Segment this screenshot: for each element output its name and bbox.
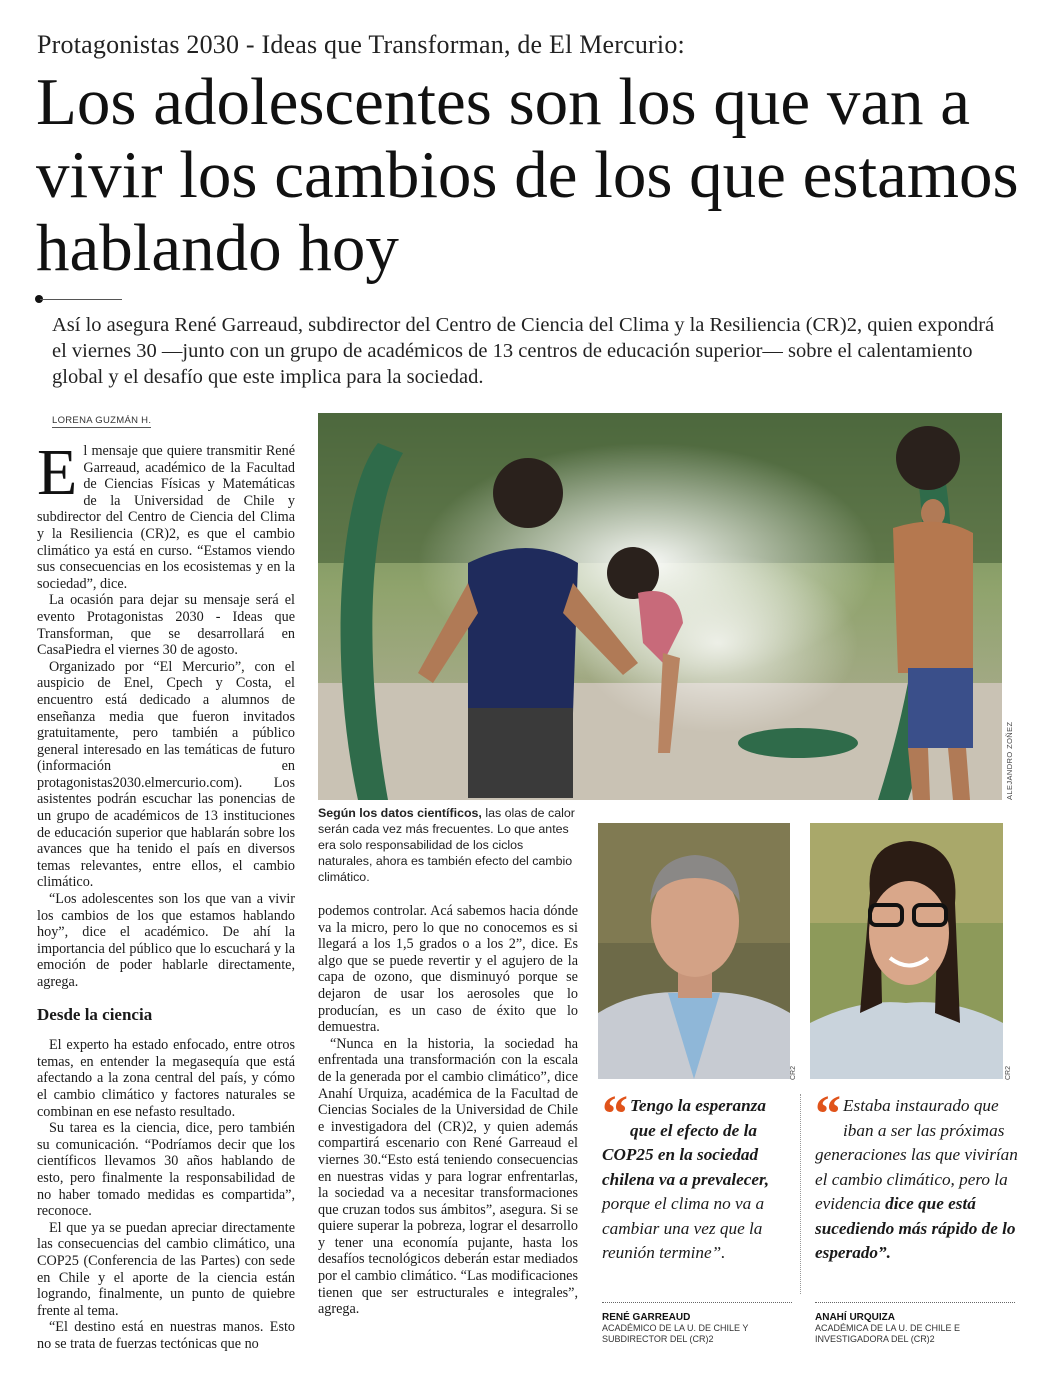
paragraph: El experto ha estado enfocado, entre otros temas, en entender la megasequía que está afectando a la zona central del país, y cómo el cambio climático y factores naturales se combinan en ese nefasto resultado.	[37, 1037, 295, 1120]
attribution-title: ACADÉMICO DE LA U. DE CHILE Y	[602, 1323, 749, 1333]
quote-divider	[800, 1094, 802, 1294]
quote-mark-icon: “	[602, 1086, 624, 1143]
paragraph: Su tarea es la ciencia, dice, pero también su comunicación. “Podríamos decir que los científicos llevamos 30 años hablando de esto, pero finalmente la responsabilidad de no haber tomado medidas es compartida”, reconoce.	[37, 1120, 295, 1220]
quote-rule-2	[815, 1302, 1015, 1303]
portrait-anahi-urquiza	[810, 823, 1003, 1079]
caption-text: las olas de calor serán cada vez más frecuentes. Lo que antes era solo responsabilidad de los ciclos naturales, ahora es también efecto del cambio climático.	[318, 806, 575, 884]
kicker: Protagonistas 2030 - Ideas que Transforman, de El Mercurio:	[37, 30, 685, 59]
attribution-title: INVESTIGADORA DEL (CR)2	[815, 1334, 935, 1344]
attribution-title: SUBDIRECTOR DEL (CR)2	[602, 1334, 714, 1344]
photo-credit: ALEJANDRO ZOÑEZ	[1005, 721, 1014, 800]
paragraph: “Los adolescentes son los que van a vivir los cambios de los que estamos hablando hoy”, dice el académico. De ahí la importancia del público que lo escuchará y la emoción de poder hablarle directamente, agrega.	[37, 891, 295, 990]
byline: LORENA GUZMÁN H.	[52, 415, 152, 426]
drop-cap: E	[37, 443, 78, 509]
quote-mark-icon: “	[815, 1086, 837, 1143]
quote-bold: dice que está sucediendo más rápido de lo esperado”.	[815, 1194, 1016, 1262]
main-photo	[318, 413, 1002, 800]
deck: Así lo asegura René Garreaud, subdirector del Centro de Ciencia del Clima y la Resiliencia (CR)2, quien expondrá el viernes 30 —junto con un grupo de académicos de 13 centros de educación superior— sobre el calentamiento global y el desafío que este implica para la sociedad.	[52, 314, 995, 388]
paragraph: La ocasión para dejar su mensaje será el evento Protagonistas 2030 - Ideas que Transforman, que se desarrollará en CasaPiedra el viernes 30 de agosto.	[37, 592, 295, 659]
paragraph-text: l mensaje que quiere transmitir René Garreaud, académico de la Facultad de Ciencias Físicas y Matemáticas de la Universidad de Chile y subdirector del Centro de Ciencia del Clima y la Resiliencia (CR)2, es que el cambio climático ya está en curso. “Estamos viendo sus consecuencias en los ecosistemas y en la sociedad”, dice.	[37, 443, 295, 592]
subhead: Desde la ciencia	[37, 1004, 153, 1024]
photo-caption	[318, 805, 580, 885]
headline-rule	[40, 299, 122, 300]
article-column-1	[37, 443, 295, 1363]
portrait-man-illustration	[598, 823, 790, 1079]
quote-bold: Tengo la esperanza que el efecto de la COP25 en la sociedad chilena va a prevalecer,	[602, 1096, 770, 1189]
headline: Los adolescentes son los que van a vivir los cambios de los que estamos hablando hoy	[36, 65, 1019, 285]
portrait-credit-2: CR2	[1005, 1065, 1012, 1080]
quote-rule-1	[602, 1302, 792, 1303]
attribution-name: ANAHÍ URQUIZA	[815, 1312, 895, 1323]
pull-quote-garreaud	[602, 1086, 794, 1266]
children-water-fountain-illustration	[318, 413, 1002, 800]
paragraph	[37, 443, 295, 592]
caption-lead: Según los datos científicos,	[318, 806, 482, 820]
portrait-rene-garreaud	[598, 823, 790, 1079]
attribution-title: ACADÉMICA DE LA U. DE CHILE E	[815, 1323, 961, 1333]
paragraph: El que ya se puedan apreciar directamente las consecuencias del cambio climático, una COP25 (Conferencia de las Partes) con sede en Chile y el aporte de la ciencia están logrando, finalmente, un punto de quiebre frente al tema.	[37, 1219, 295, 1319]
portrait-woman-illustration	[810, 823, 1003, 1079]
quote-text: Estaba instaurado que iban a ser las próximas generaciones las que vivirían el cambio climático, pero la evidencia	[815, 1096, 1018, 1213]
paragraph: podemos controlar. Acá sabemos hacia dónde va la micro, pero lo que no conocemos es si llegará a los 1,5 grados o a los 2”, dice. Es algo que se puede revertir y el agujero de la capa de ozono, que disminuyó porque se dejaron de usar los aerosoles que lo producían, es un caso de éxito que lo demuestra.	[318, 903, 578, 1036]
pull-quote-urquiza	[815, 1086, 1020, 1266]
portrait-credit-1: CR2	[790, 1065, 797, 1080]
attribution-garreaud	[602, 1312, 802, 1345]
attribution-name: RENÉ GARREAUD	[602, 1312, 691, 1323]
quote-text: porque el clima no va a cambiar una vez que la reunión termine”.	[602, 1194, 765, 1262]
paragraph: “Nunca en la historia, la sociedad ha enfrentada una transformación con la escala de la generada por el cambio climático”, dice Anahí Urquiza, académica de la Facultad de Ciencias Sociales de la Universidad de Chile e investigadora del (CR)2, y quien además compartirá escenario con René Garreaud el viernes 30.“Esto está teniendo consecuencias en nuestras vidas y para lograr enfrentarlas, la sociedad va a necesitar transformaciones que cruzan todos sus ámbitos”, asegura. Si se quiere superar la pobreza, lograr el desarrollo y tener una economía pujante, hasta los desafíos tecnológicos deberán estar mediados por el cambio climático. “Las modificaciones tienen que ser estructurales e integrales”, agrega.	[318, 1035, 578, 1318]
paragraph: Organizado por “El Mercurio”, con el auspicio de Enel, Cpech y Costa, el encuentro está dedicado a alumnos de enseñanza media que fueron invitados gratuitamente, pero también a público general interesado en las temáticas de futuro (información en protagonistas2030.elmercurio.com). Los asistentes podrán escuchar las ponencias de un grupo de académicos de 13 instituciones de educación superior que hablarán sobre los avances que ha tenido el país en diversos temas relevantes, entre ellos, el cambio climático.	[37, 658, 295, 891]
paragraph: “El destino está en nuestras manos. Esto no se trata de fuerzas tectónicas que no	[37, 1319, 295, 1352]
attribution-urquiza	[815, 1312, 1015, 1345]
article-column-2	[318, 903, 578, 1363]
